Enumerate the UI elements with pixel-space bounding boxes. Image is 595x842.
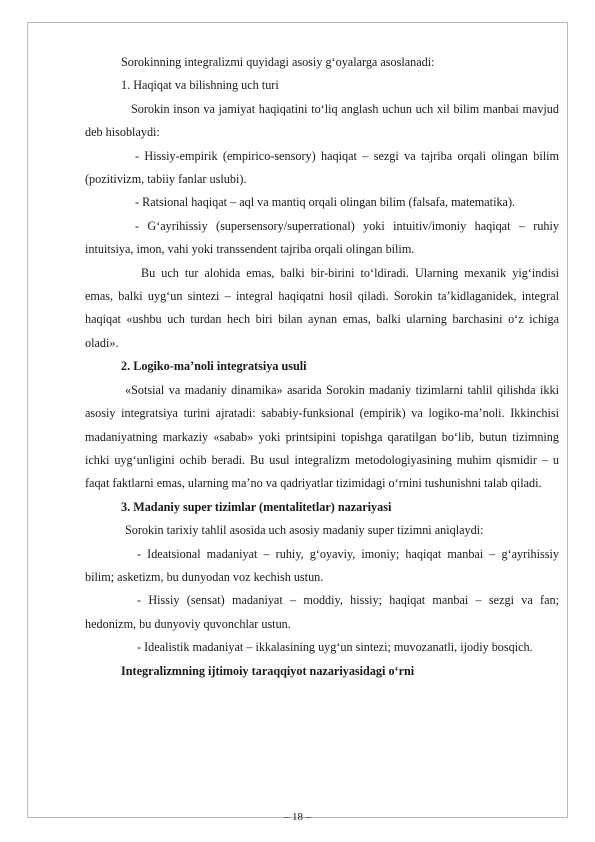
- paragraph-integral-truth: Bu uch tur alohida emas, balki bir-birini to‘ldiradi. Ularning mexanik yig‘indisi emas, balki uyg‘un sintezi – integral haqiqatni hosil qiladi. Sorokin ta’kidlaganidek, integral haqiqat «ushbu uch turdan hech biri bilan aynan emas, balki ularning barchasini o‘z ichiga oladi».: [85, 265, 559, 350]
- paragraph-super-systems: Sorokin tarixiy tahlil asosida uch asosiy madaniy super tizimni aniqlaydi:: [125, 523, 484, 538]
- section-heading-3: 3. Madaniy super tizimlar (mentalitetlar) nazariyasi: [121, 499, 392, 514]
- page-number: – 18 –: [283, 811, 312, 823]
- list-item-supersensory: - G‘ayrihissiy (supersensory/superrational) yoki intuitiv/imoniy haqiqat – ruhiy intuitsiya, imon, vahi yoki transsendent tajriba orqali olingan bilim.: [85, 218, 559, 257]
- paragraph-knowledge-sources: Sorokin inson va jamiyat haqiqatini to‘liq anglash uchun uch xil bilim manbai mavjud deb hisoblaydi:: [85, 101, 559, 140]
- list-item-ideational: - Ideatsional madaniyat – ruhiy, g‘oyaviy, imoniy; haqiqat manbai – g‘ayrihissiy bilim; asketizm, bu dunyodan voz kechish ustun.: [85, 546, 559, 584]
- list-item-idealistic: - Idealistik madaniyat – ikkalasining uyg‘un sintezi; muvozanatli, ijodiy bosqich.: [137, 640, 533, 655]
- intro-sentence: Sorokinning integralizmi quyidagi asosiy g‘oyalarga asoslanadi:: [121, 55, 435, 69]
- paragraph-logico-meaningful: «Sotsial va madaniy dinamika» asarida Sorokin madaniy tizimlarni tahlil qilishda ikki asosiy integratsiya turini ajratadi: sababiy-funksional (empirik) va logiko-ma’noli. Ikkinchisi madaniyatning markaziy «sabab» yoki printsipini topishga qaratilgan bo‘lib, butun tizimning ichki uyg‘unligini ochib beradi. Bu usul integralizm metodologiyasining muhim qismidir – u faqat faktlarni emas, ularning ma’no va qadriyatlar tizimidagi o‘rnini tushunishni talab qiladi.: [85, 382, 559, 491]
- list-item-rational: - Ratsional haqiqat – aql va mantiq orqali olingan bilim (falsafa, matematika).: [135, 195, 516, 210]
- section-heading-1: 1. Haqiqat va bilishning uch turi: [121, 78, 279, 93]
- section-heading-2: 2. Logiko-ma’noli integratsiya usuli: [121, 359, 307, 374]
- list-item-sensate: - Hissiy (sensat) madaniyat – moddiy, hissiy; haqiqat manbai – sezgi va fan; hedonizm, bu dunyoviy quvonchlar ustun.: [85, 593, 559, 631]
- section-heading-4: Integralizmning ijtimoiy taraqqiyot nazariyasidagi o‘rni: [121, 663, 415, 678]
- list-item-empirical: - Hissiy-empirik (empirico-sensory) haqiqat – sezgi va tajriba orqali olingan bilim (pozitivizm, tabiiy fanlar uslubi).: [85, 148, 559, 187]
- document-body: [85, 51, 559, 683]
